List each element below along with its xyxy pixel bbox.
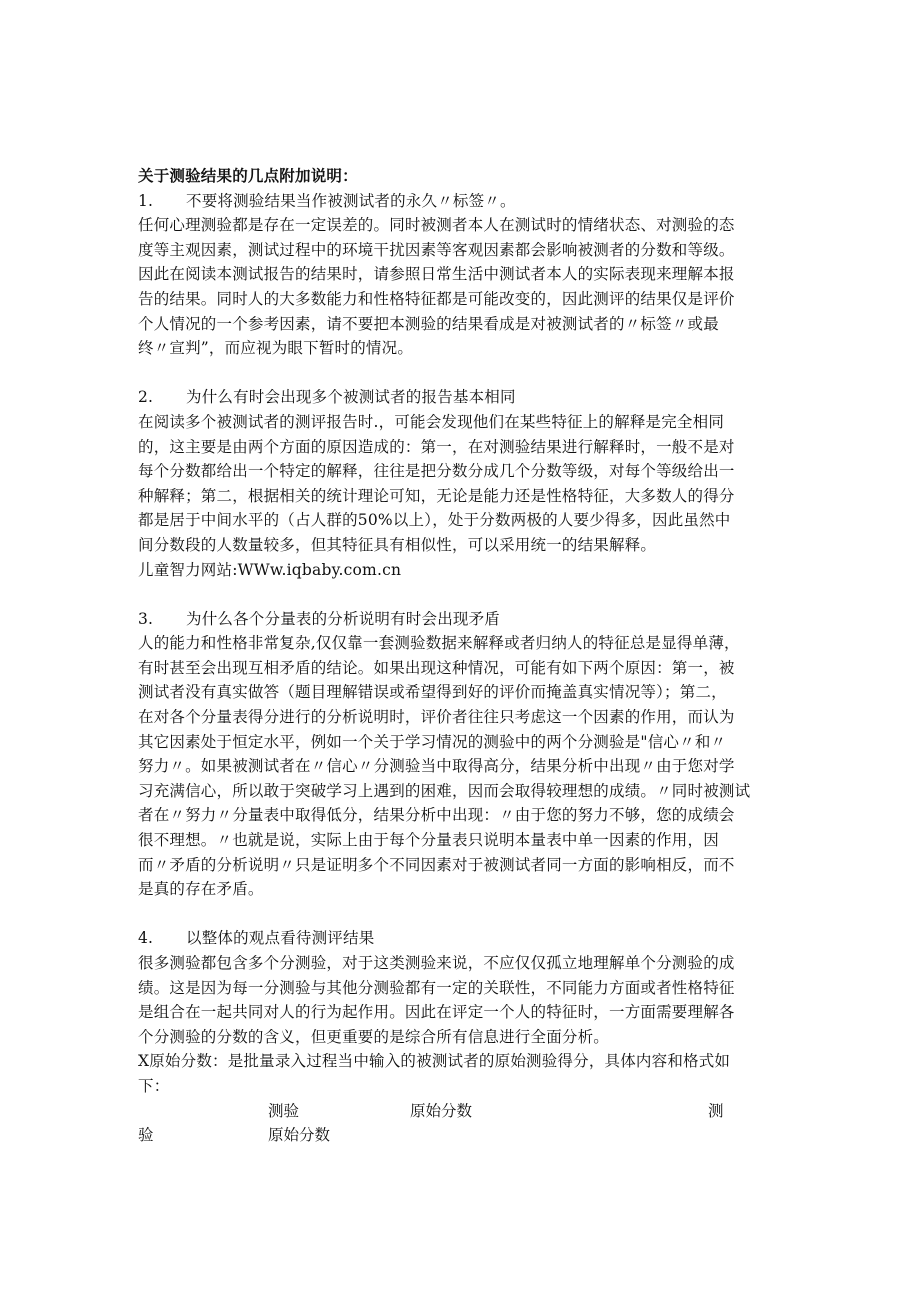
table-header-cell: 原始分数 — [268, 1126, 331, 1145]
table-header-cell: 验 — [138, 1126, 154, 1145]
paragraph-line: 很多测验都包含多个分测验，对于这类测验来说，不应仅仅孤立地理解单个分测验的成 — [138, 954, 735, 972]
section-1 — [138, 189, 788, 361]
paragraph-line: 努力〃。如果被测试者在〃信心〃分测验当中取得高分，结果分析中出现〃由于您对学 — [138, 757, 735, 776]
paragraph-line: 是真的存在矛盾。 — [138, 880, 264, 899]
section-number: 1. — [138, 191, 154, 210]
paragraph-line: 的，这主要是由两个方面的原因造成的：第一，在对测验结果进行解释时，一般不是对 — [138, 437, 735, 456]
website-line: 儿童智力网站:WWw.iqbaby.com.cn — [138, 560, 402, 579]
paragraph-line: 个人情况的一个参考因素，请不要把本测验的结果看成是对被测试者的〃标签〃或最 — [138, 314, 719, 333]
table-header-cell: 测 — [708, 1101, 724, 1120]
section-heading-text: 为什么有时会出现多个被测试者的报告基本相同 — [186, 388, 516, 407]
section-heading-text: 为什么各个分量表的分析说明有时会出现矛盾 — [186, 609, 501, 628]
paragraph-line: X原始分数：是批量录入过程当中输入的被测试者的原始测验得分，具体内容和格式如 — [138, 1052, 731, 1071]
paragraph-line: 终〃宣判”，而应视为眼下暂时的情况。 — [138, 339, 414, 358]
paragraph-line: 其它因素处于恒定水平，例如一个关于学习情况的测验中的两个分测验是"信心〃和〃 — [138, 732, 727, 751]
paragraph-line: 在阅读多个被测试者的测评报告时.，可能会发现他们在某些特征上的解释是完全相同 — [138, 412, 725, 431]
section-heading-text: 以整体的观点看待测评结果 — [186, 929, 375, 948]
section-number: 3. — [138, 609, 154, 628]
spacer — [138, 582, 788, 607]
spacer — [138, 361, 788, 386]
paragraph-line: 度等主观因素，测试过程中的环境干扰因素等客观因素都会影响被测者的分数和等级。 — [138, 240, 735, 259]
section-2 — [138, 385, 788, 582]
document-title: 关于测验结果的几点附加说明： — [138, 166, 358, 185]
section-number: 2. — [138, 388, 154, 407]
paragraph-line: 者在〃努力〃分量表中取得低分，结果分析中出现：〃由于您的努力不够，您的成绩会 — [138, 806, 735, 825]
paragraph-line: 而〃矛盾的分析说明〃只是证明多个不同因素对于被测试者同一方面的影响相反，而不 — [138, 855, 735, 874]
paragraph-line: 都是居于中间水平的（占人群的50%以上），处于分数两极的人要少得多，因此虽然中 — [138, 511, 731, 530]
paragraph-line: 绩。这是因为每一分测验与其他分测验都有一定的关联性，不同能力方面或者性格特征 — [138, 978, 735, 997]
paragraph-line: 在对各个分量表得分进行的分析说明时，评价者往往只考虑这一个因素的作用，而认为 — [138, 708, 735, 727]
spacer — [138, 902, 788, 927]
paragraph-line: 习充满信心，所以敢于突破学习上遇到的困难，因而会取得较理想的成绩。〃同时被测试 — [138, 781, 751, 800]
paragraph-line: 因此在阅读本测试报告的结果时，请参照日常生活中测试者本人的实际表现来理解本报 — [138, 265, 735, 284]
paragraph-line: 下： — [138, 1076, 170, 1095]
paragraph-line: 告的结果。同时人的大多数能力和性格特征都是可能改变的，因此测评的结果仅是评价 — [138, 289, 735, 308]
paragraph-line: 个分测验的分数的含义，但更重要的是综合所有信息进行全面分析。 — [138, 1027, 610, 1046]
table-header-cell: 测验 — [268, 1101, 300, 1120]
section-heading — [138, 385, 788, 410]
table-header-row — [138, 1123, 788, 1148]
section-heading — [138, 926, 788, 951]
paragraph-line: 任何心理测验都是存在一定误差的。同时被测者本人在测试时的情绪状态、对测验的态 — [138, 216, 735, 235]
section-number: 4. — [138, 929, 154, 948]
table-header-cell: 原始分数 — [410, 1101, 473, 1120]
section-heading — [138, 607, 788, 632]
paragraph-line: 每个分数都给出一个特定的解释，往往是把分数分成几个分数等级，对每个等级给出一 — [138, 462, 735, 481]
section-heading — [138, 189, 788, 214]
document-page — [138, 164, 788, 1148]
paragraph-line: 人的能力和性格非常复杂,仅仅靠一套测验数据来解释或者归纳人的特征总是显得单薄， — [138, 634, 740, 653]
section-3 — [138, 607, 788, 902]
paragraph-line: 测试者没有真实做答（题目理解错误或希望得到好的评价而掩盖真实情况等）；第二， — [138, 683, 727, 702]
table-header-row — [138, 1099, 788, 1124]
paragraph-line: 很不理想。〃也就是说，实际上由于每个分量表只说明本量表中单一因素的作用，因 — [138, 831, 719, 850]
paragraph-line: 种解释；第二，根据相关的统计理论可知，无论是能力还是性格特征，大多数人的得分 — [138, 486, 735, 505]
paragraph-line: 间分数段的人数量较多，但其特征具有相似性，可以采用统一的结果解释。 — [138, 535, 657, 554]
paragraph-line: 是组合在一起共同对人的行为起作用。因此在评定一个人的特征时，一方面需要理解各 — [138, 1003, 735, 1022]
section-heading-text: 不要将测验结果当作被测试者的永久〃标签〃。 — [186, 191, 516, 210]
paragraph-line: 有时甚至会出现互相矛盾的结论。如果出现这种情况，可能有如下两个原因：第一，被 — [138, 658, 735, 677]
section-4 — [138, 926, 788, 1098]
